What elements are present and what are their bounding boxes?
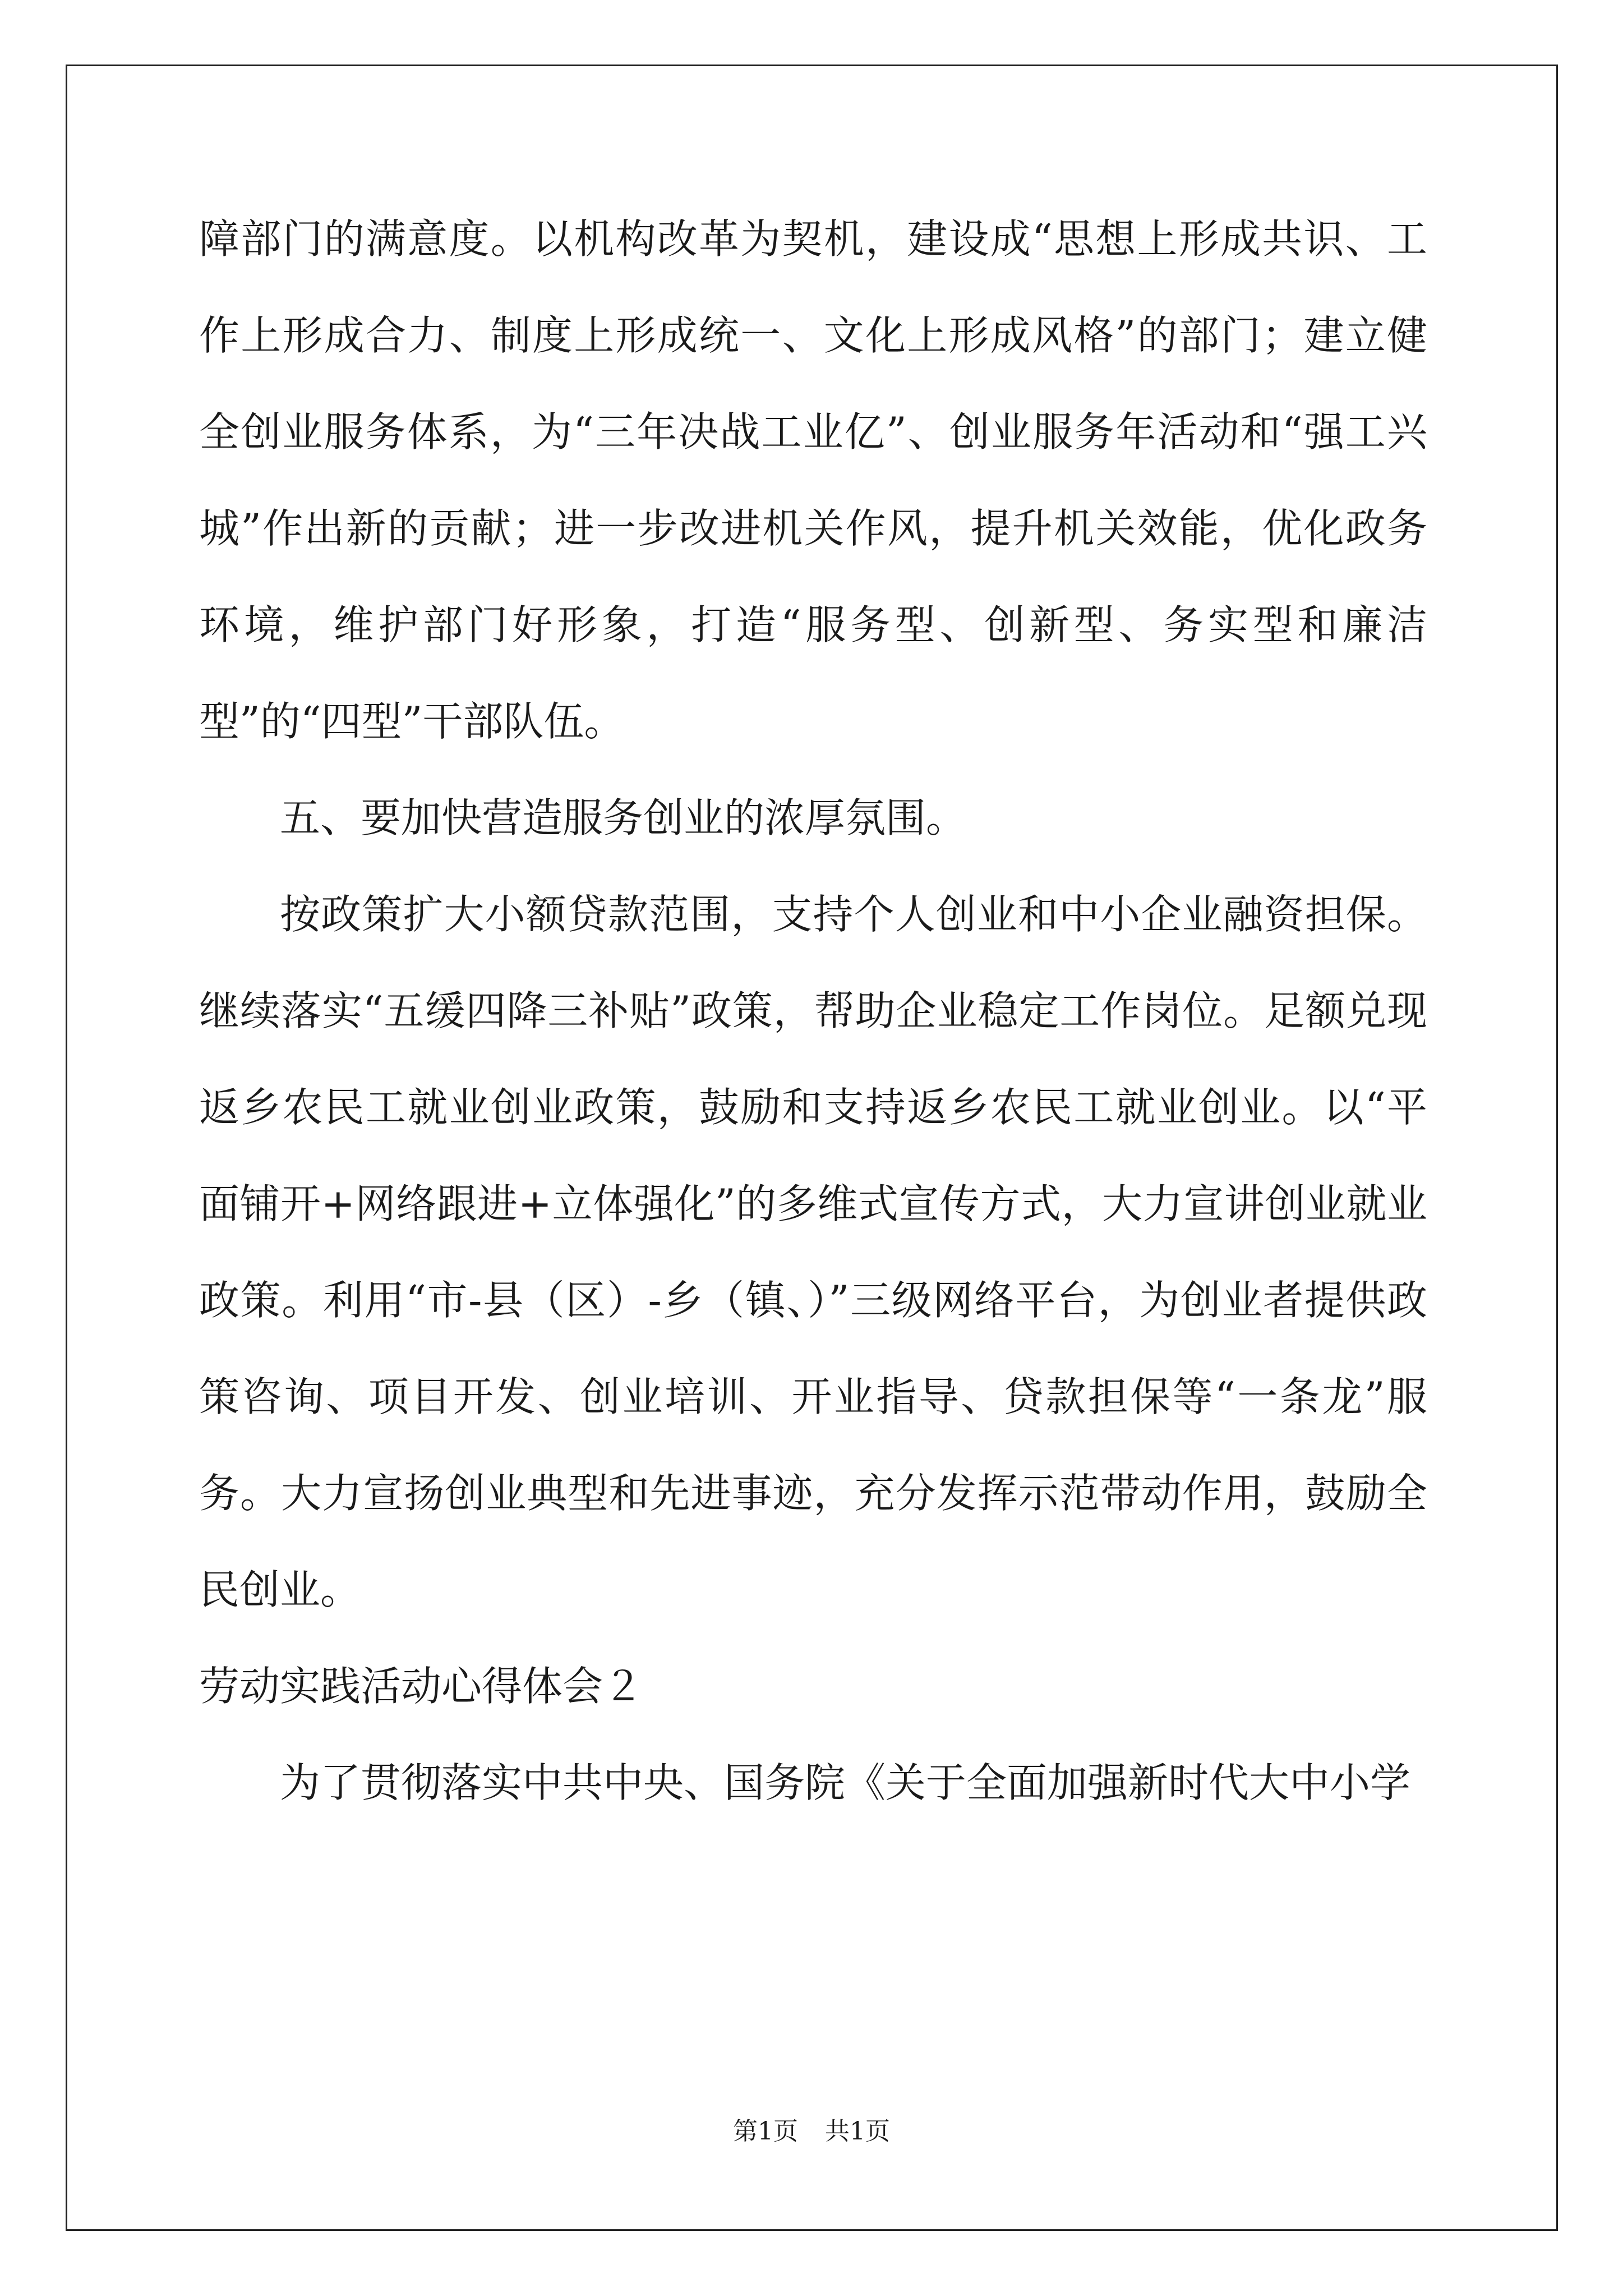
section-paragraph: 为了贯彻落实中共中央、国务院《关于全面加强新时代大中小学 (280, 1759, 1411, 1806)
document-body (199, 191, 1427, 1831)
paragraph-3: 按政策扩大小额贷款范围，支持个人创业和中小企业融资担保。继续落实“五缓四降三补贴”政策，帮助企业稳定工作岗位。足额兑现返乡农民工就业创业政策，鼓励和支持返乡农民工就业创业。以“平面铺开+网络跟进+立体强化”的多维式宣传方式，大力宣讲创业就业政策。利用“市-县（区）-乡（镇、）”三级网络平台，为创业者提供政策咨询、项目开发、创业培训、开业指导、贷款担保等“一条龙”服务。大力宣扬创业典型和先进事迹，充分发挥示范带动作用，鼓励全民创业。 (199, 891, 1427, 1613)
total-pages: 共1页 (825, 2117, 890, 2146)
paragraph-1: 障部门的满意度。以机构改革为契机，建设成“思想上形成共识、工作上形成合力、制度上形成统一、文化上形成风格”的部门；建立健全创业服务体系，为“三年决战工业亿”、创业服务年活动和“强工兴城”作出新的贡献；进一步改进机关作风，提升机关效能，优化政务环境，维护部门好形象，打造“服务型、创新型、务实型和廉洁型”的“四型”干部队伍。 (199, 215, 1427, 745)
page-number: 第1页 (733, 2117, 798, 2146)
section-title: 劳动实践活动心得体会２ (199, 1663, 644, 1710)
page-footer (0, 2115, 1623, 2148)
paragraph-2-heading-five: 五、要加快营造服务创业的浓厚氛围。 (280, 794, 967, 841)
